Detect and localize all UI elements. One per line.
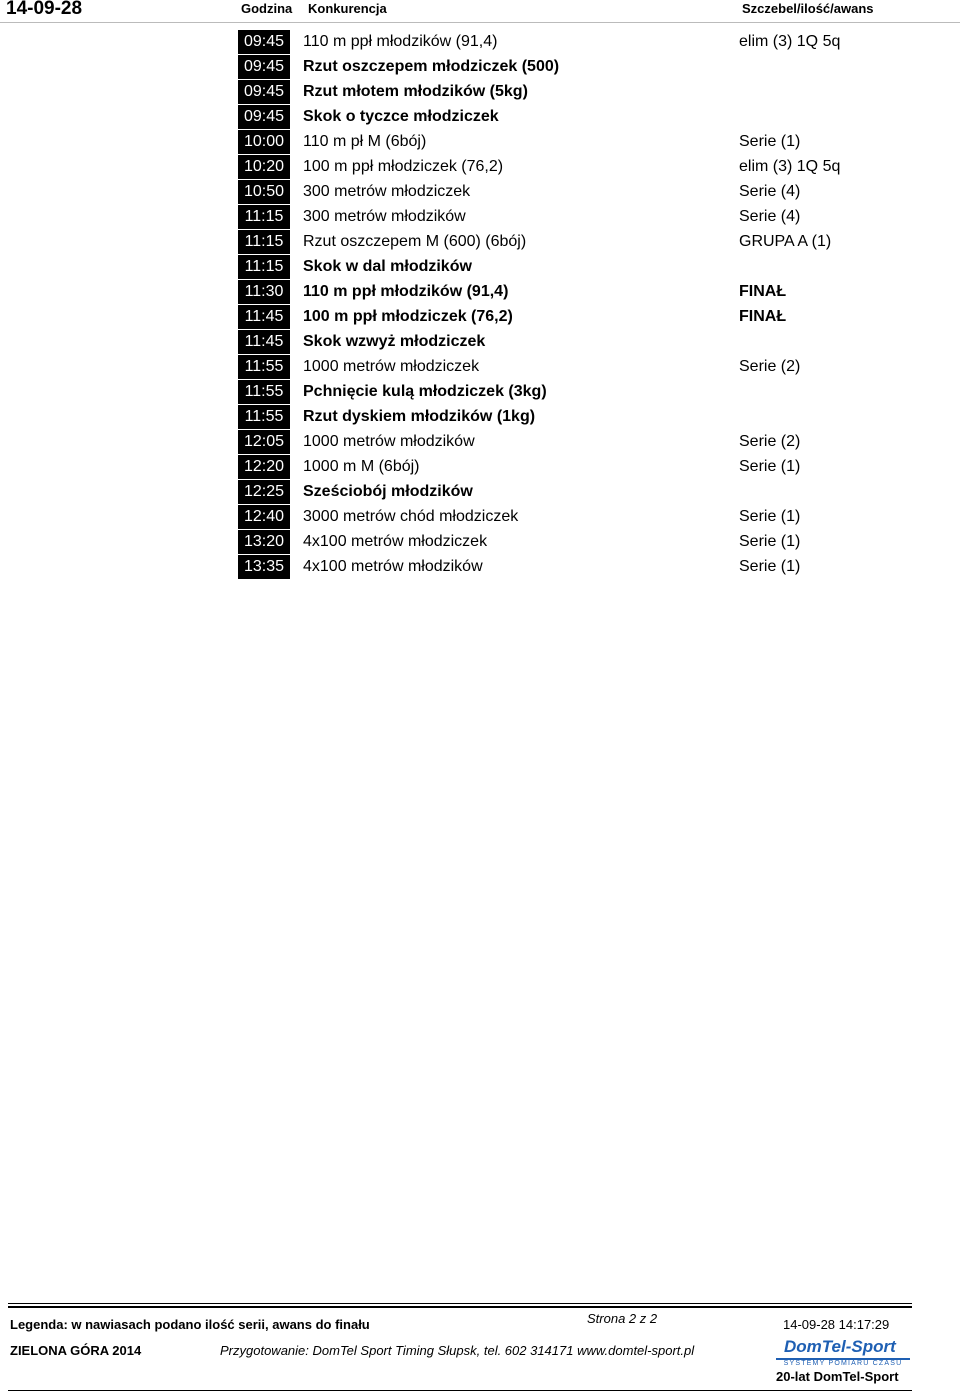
event-name: 3000 metrów chód młodziczek	[303, 508, 519, 525]
header-date: 14-09-28	[6, 0, 83, 19]
event-time: 09:45	[238, 30, 290, 54]
event-name: Skok o tyczce młodziczek	[303, 108, 499, 125]
event-stage: GRUPA A (1)	[739, 233, 832, 250]
schedule-row	[238, 205, 878, 230]
logo-subtitle: SYSTEMY POMIARU CZASU	[783, 1360, 903, 1367]
schedule-row	[238, 180, 878, 205]
schedule-row	[238, 30, 878, 55]
event-time: 13:35	[238, 555, 290, 579]
event-name: 100 m ppł młodziczek (76,2)	[303, 308, 513, 325]
event-stage: Serie (4)	[739, 183, 801, 200]
header-divider	[0, 22, 960, 23]
event-name: 4x100 metrów młodziczek	[303, 533, 488, 550]
schedule-row	[238, 455, 878, 480]
event-stage: FINAŁ	[739, 308, 787, 325]
schedule-row	[238, 80, 878, 105]
schedule-row	[238, 280, 878, 305]
event-name: Rzut młotem młodzików (5kg)	[303, 83, 528, 100]
event-time: 11:30	[238, 280, 290, 304]
schedule-row	[238, 530, 878, 555]
event-time: 11:15	[238, 205, 290, 229]
schedule-row	[238, 130, 878, 155]
prepared-by: Przygotowanie: DomTel Sport Timing Słupsk, tel. 602 314171 www.domtel-sport.pl	[220, 1343, 695, 1358]
schedule-row	[238, 255, 878, 280]
event-name: Rzut oszczepem młodziczek (500)	[303, 58, 560, 75]
anniversary-text: 20-lat DomTel-Sport	[776, 1369, 899, 1384]
event-time: 11:15	[238, 255, 290, 279]
event-name: Rzut oszczepem M (600) (6bój)	[303, 233, 527, 250]
event-name: Skok wzwyż młodziczek	[303, 333, 486, 350]
schedule-row	[238, 330, 878, 355]
event-stage: Serie (2)	[739, 358, 801, 375]
schedule-row	[238, 105, 878, 130]
event-stage: Serie (1)	[739, 533, 801, 550]
event-stage: Serie (1)	[739, 458, 801, 475]
schedule-row	[238, 305, 878, 330]
column-header-event: Konkurencja	[308, 1, 387, 16]
event-name: 300 metrów młodzików	[303, 208, 466, 225]
event-name: 100 m ppł młodziczek (76,2)	[303, 158, 504, 175]
event-time: 12:05	[238, 430, 290, 454]
schedule-row	[238, 480, 878, 505]
event-stage: Serie (4)	[739, 208, 801, 225]
event-name: 110 m pł M (6bój)	[303, 133, 427, 150]
schedule-row	[238, 230, 878, 255]
event-time: 11:55	[238, 355, 290, 379]
event-time: 09:45	[238, 55, 290, 79]
event-name: 1000 metrów młodzików	[303, 433, 475, 450]
domtel-logo	[776, 1337, 910, 1368]
event-name: Skok w dal młodzików	[303, 258, 472, 275]
event-time: 10:00	[238, 130, 290, 154]
event-location: ZIELONA GÓRA 2014	[10, 1343, 142, 1358]
event-name: 110 m ppł młodzików (91,4)	[303, 33, 498, 50]
event-name: 110 m ppł młodzików (91,4)	[303, 283, 509, 300]
logo-text: DomTel-Sport	[784, 1337, 896, 1356]
event-time: 09:45	[238, 80, 290, 104]
event-time: 12:20	[238, 455, 290, 479]
schedule-row	[238, 55, 878, 80]
event-time: 12:40	[238, 505, 290, 529]
event-time: 10:20	[238, 155, 290, 179]
event-time: 10:50	[238, 180, 290, 204]
event-stage: Serie (1)	[739, 133, 801, 150]
schedule-row	[238, 380, 878, 405]
schedule-row	[238, 505, 878, 530]
event-stage: Serie (2)	[739, 433, 801, 450]
event-name: Pchnięcie kulą młodziczek (3kg)	[303, 383, 547, 400]
footer-legend: Legenda: w nawiasach podano ilość serii, awans do finału	[10, 1317, 370, 1332]
event-name: Sześciobój młodzików	[303, 483, 473, 500]
event-time: 11:45	[238, 305, 290, 329]
event-stage: Serie (1)	[739, 558, 801, 575]
schedule-row	[238, 555, 878, 580]
footer-divider-bottom	[8, 1390, 912, 1391]
column-header-time: Godzina	[241, 1, 293, 16]
event-time: 12:25	[238, 480, 290, 504]
schedule-row	[238, 155, 878, 180]
print-timestamp: 14-09-28 14:17:29	[783, 1317, 890, 1332]
schedule-row	[238, 355, 878, 380]
event-name: 4x100 metrów młodzików	[303, 558, 483, 575]
schedule-list	[238, 30, 878, 580]
event-time: 11:15	[238, 230, 290, 254]
schedule-row	[238, 430, 878, 455]
page-number: Strona 2 z 2	[587, 1311, 658, 1326]
event-time: 11:55	[238, 380, 290, 404]
column-header-stage: Szczebel/ilość/awans	[742, 1, 874, 16]
event-time: 11:45	[238, 330, 290, 354]
event-name: 1000 metrów młodziczek	[303, 358, 480, 375]
schedule-row	[238, 405, 878, 430]
event-time: 13:20	[238, 530, 290, 554]
event-time: 09:45	[238, 105, 290, 129]
event-stage: FINAŁ	[739, 283, 787, 300]
event-time: 11:55	[238, 405, 290, 429]
event-name: 300 metrów młodziczek	[303, 183, 471, 200]
event-stage: elim (3) 1Q 5q	[739, 33, 841, 50]
footer-divider-double	[8, 1306, 912, 1308]
footer-divider-top	[8, 1303, 912, 1304]
event-name: Rzut dyskiem młodzików (1kg)	[303, 408, 536, 425]
event-name: 1000 m M (6bój)	[303, 458, 420, 475]
event-stage: Serie (1)	[739, 508, 801, 525]
event-stage: elim (3) 1Q 5q	[739, 158, 841, 175]
